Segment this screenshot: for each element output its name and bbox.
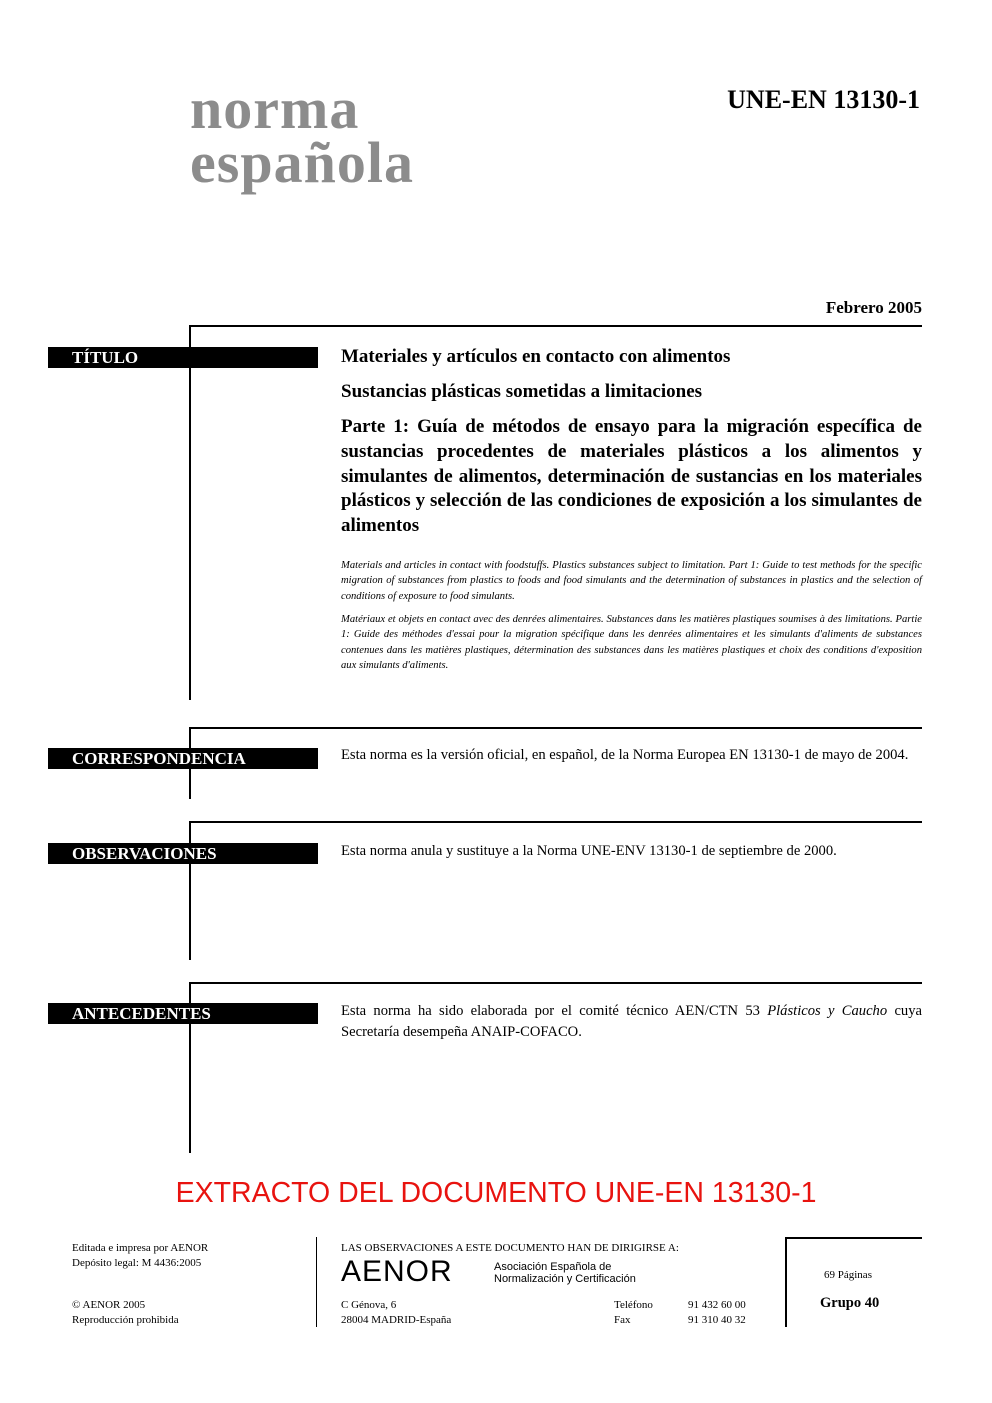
contact-labels — [614, 1298, 653, 1327]
fax-label: Fax — [614, 1313, 631, 1326]
title-french: Matériaux et objets en contact avec des denrées alimentaires. Substances dans les matières plastiques soumises à des limitations. Partie 1: Guide des méthodes d'essai pour la migration spécifique dans les denrées alimentaires et les simulants d'aliments de substances contenues dans les matières plastiques, détermination des substances dans les matières plastiques et choix des conditions d'exposition aux simulants d'aliments. — [341, 614, 922, 671]
copyright: © AENOR 2005 — [72, 1299, 146, 1311]
titulo-top-rule — [189, 325, 922, 327]
aenor-full-name — [494, 1261, 636, 1285]
legal-deposit: Depósito legal: M 4436:2005 — [72, 1256, 202, 1269]
antecedentes-label: ANTECEDENTES — [48, 1003, 318, 1024]
antecedentes-text-end: cuya Secretaría desempeña ANAIP-COFACO. — [341, 1003, 922, 1040]
phone-label: Teléfono — [614, 1299, 653, 1311]
address-street: C Génova, 6 — [341, 1299, 397, 1311]
brand-line-1: norma — [190, 76, 360, 141]
titulo-label: TÍTULO — [48, 347, 318, 368]
extract-notice: EXTRACTO DEL DOCUMENTO UNE-EN 13130-1 — [175, 1177, 817, 1209]
title-line-1: Materiales y artículos en contacto con alimentos — [341, 346, 731, 367]
brand-line-2: española — [190, 130, 414, 195]
antecedentes-top-rule — [189, 982, 922, 984]
observations-notice: LAS OBSERVACIONES A ESTE DOCUMENTO HAN DE DIRIGIRSE A: — [341, 1242, 679, 1254]
antecedentes-text-start: Esta norma ha sido elaborada por el comité técnico AEN/CTN 53 — [341, 1003, 768, 1019]
footer-publisher — [72, 1241, 208, 1270]
aenor-logo: AENOR — [341, 1255, 453, 1288]
phone-number: 91 432 60 00 — [688, 1299, 746, 1311]
footer-divider-left — [316, 1237, 317, 1327]
edited-by: Editada e impresa por AENOR — [72, 1242, 209, 1254]
correspondencia-label: CORRESPONDENCIA — [48, 748, 318, 769]
pages-box-top-rule — [785, 1237, 922, 1239]
aenor-name-line-2: Normalización y Certificación — [494, 1273, 636, 1285]
address-city: 28004 MADRID-España — [341, 1313, 452, 1326]
committee-name: Plásticos y Caucho — [767, 1003, 888, 1019]
reproduction-notice: Reproducción prohibida — [72, 1313, 179, 1326]
observaciones-text: Esta norma anula y sustituye a la Norma UNE-ENV 13130-1 de septiembre de 2000. — [341, 843, 837, 859]
contact-numbers — [688, 1298, 746, 1327]
page-count: 69 Páginas — [824, 1269, 872, 1281]
observaciones-vertical-rule — [189, 821, 191, 960]
brand-title — [190, 76, 414, 195]
antecedentes-text — [341, 1001, 922, 1043]
title-part: Parte 1: Guía de métodos de ensayo para la migración específica de sustancias procedentes de materiales plásticos a los alimentos y simulantes de alimentos, determinación de sustancias en los materiales plásticos y selección de las condiciones de exposición a los simulantes de alimentos — [341, 416, 922, 537]
observaciones-top-rule — [189, 821, 922, 823]
title-line-2: Sustancias plásticas sometidas a limitaciones — [341, 381, 703, 402]
observaciones-label: OBSERVACIONES — [48, 843, 318, 864]
titulo-vertical-rule — [189, 325, 191, 700]
aenor-address — [341, 1298, 451, 1327]
correspondencia-top-rule — [189, 727, 922, 729]
group-number: Grupo 40 — [820, 1295, 880, 1311]
footer-copyright — [72, 1298, 179, 1327]
publication-date: Febrero 2005 — [825, 298, 922, 317]
fax-number: 91 310 40 32 — [688, 1313, 746, 1326]
aenor-name-line-1: Asociación Española de — [494, 1261, 612, 1273]
standard-code: UNE-EN 13130-1 — [727, 85, 920, 114]
correspondencia-text: Esta norma es la versión oficial, en español, de la Norma Europea EN 13130-1 de mayo de 2004. — [341, 747, 909, 763]
title-english: Materials and articles in contact with foodstuffs. Plastics substances subject to limitation. Part 1: Guide to test methods for the specific migration of substances from plastics to foods and food simulants and the determination of substances in plastics and the selection of conditions of exposure to food simulants. — [341, 560, 922, 602]
pages-box-left-rule — [785, 1237, 787, 1327]
